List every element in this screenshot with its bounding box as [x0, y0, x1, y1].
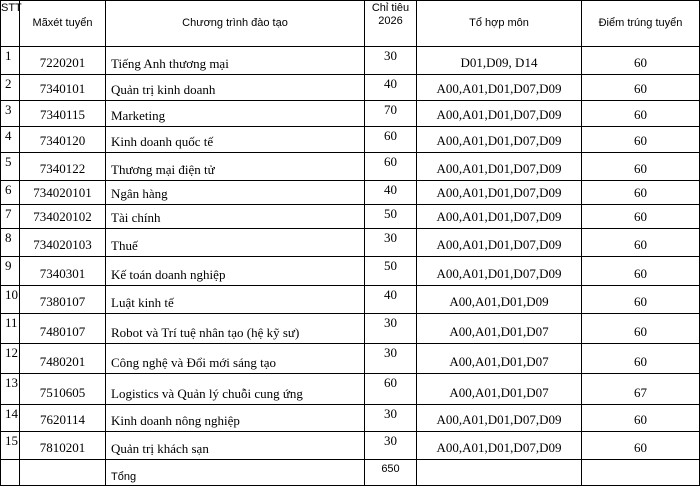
table-row [1, 101, 700, 127]
row-combo: A00,A01,D01,D07,D09 [436, 161, 562, 176]
row-stt-cell [1, 153, 20, 181]
row-program: Thương mại điện tử [111, 162, 215, 177]
row-combo-cell [417, 153, 582, 181]
row-combo-cell [417, 286, 582, 314]
row-code-cell [20, 229, 106, 257]
row-score-cell [582, 101, 700, 127]
row-code-cell [20, 314, 106, 344]
total-cell [20, 460, 106, 486]
row-combo-cell [417, 374, 582, 405]
row-program-cell [106, 432, 365, 460]
row-code-cell [20, 374, 106, 405]
row-stt: 3 [5, 102, 12, 117]
row-program: Luật kinh tế [111, 295, 174, 310]
row-quota-cell [365, 127, 417, 153]
row-quota: 30 [384, 230, 397, 245]
row-program: Quản trị kinh doanh [111, 82, 216, 97]
row-stt-cell [1, 47, 20, 75]
row-stt-cell [1, 314, 20, 344]
row-score: 60 [634, 81, 647, 96]
row-code: 7510605 [39, 385, 86, 400]
row-combo: A00,A01,D01,D07,D09 [436, 440, 562, 455]
row-combo: A00,A01,D01,D07 [449, 324, 549, 339]
table-row [1, 286, 700, 314]
row-stt: 11 [5, 315, 18, 330]
row-stt: 5 [5, 154, 12, 169]
header-score: Điểm trúng tuyển [582, 1, 700, 47]
row-combo-cell [417, 229, 582, 257]
row-code-cell [20, 181, 106, 205]
row-score: 60 [634, 55, 647, 70]
header-combo: Tổ hợp môn [417, 1, 582, 47]
row-score: 60 [634, 412, 647, 427]
total-quota: 650 [381, 463, 400, 475]
row-code-cell [20, 286, 106, 314]
row-score-cell [582, 286, 700, 314]
row-quota: 40 [384, 287, 397, 302]
table-row [1, 374, 700, 405]
row-code: 7620114 [39, 412, 86, 427]
row-code: 7340115 [39, 107, 86, 122]
row-score: 60 [634, 237, 647, 252]
row-stt: 2 [5, 76, 12, 91]
row-score: 60 [634, 354, 647, 369]
row-quota-cell [365, 257, 417, 286]
row-program: Công nghệ và Đổi mới sáng tạo [111, 355, 277, 370]
row-score: 60 [634, 324, 647, 339]
row-program: Ngân hàng [111, 186, 168, 201]
table-row [1, 127, 700, 153]
row-program-cell [106, 75, 365, 101]
row-score-cell [582, 374, 700, 405]
total-cell [582, 460, 700, 486]
row-combo-cell [417, 314, 582, 344]
row-code-cell [20, 432, 106, 460]
row-score: 60 [634, 161, 647, 176]
row-code-cell [20, 101, 106, 127]
row-quota: 50 [384, 258, 397, 273]
row-program-cell [106, 181, 365, 205]
row-stt-cell [1, 101, 20, 127]
row-code-cell [20, 405, 106, 432]
row-code: 734020103 [33, 237, 92, 252]
row-stt: 4 [5, 128, 12, 143]
row-quota-cell [365, 286, 417, 314]
row-program-cell [106, 47, 365, 75]
row-quota: 30 [384, 345, 397, 360]
row-score-cell [582, 205, 700, 229]
row-stt-cell [1, 75, 20, 101]
row-quota-cell [365, 181, 417, 205]
row-combo: A00,A01,D01,D07,D09 [436, 107, 562, 122]
row-score-cell [582, 75, 700, 101]
row-stt: 10 [5, 287, 18, 302]
row-combo: A00,A01,D01,D07 [449, 354, 549, 369]
row-quota-cell [365, 314, 417, 344]
row-stt: 13 [5, 375, 18, 390]
row-quota: 30 [384, 406, 397, 421]
row-code-cell [20, 344, 106, 374]
row-code-cell [20, 257, 106, 286]
header-row [1, 1, 700, 47]
row-code-cell [20, 127, 106, 153]
row-quota: 70 [384, 102, 397, 117]
row-program-cell [106, 153, 365, 181]
row-program-cell [106, 257, 365, 286]
row-stt-cell [1, 257, 20, 286]
row-stt: 9 [5, 258, 12, 273]
total-cell [417, 460, 582, 486]
row-program: Thuế [111, 238, 138, 253]
row-stt: 1 [5, 48, 12, 63]
row-score-cell [582, 127, 700, 153]
row-quota: 50 [384, 206, 397, 221]
table-row [1, 229, 700, 257]
row-score: 67 [634, 385, 647, 400]
total-row [1, 460, 700, 486]
row-stt: 6 [5, 182, 12, 197]
row-stt-cell [1, 286, 20, 314]
row-code: 7340101 [39, 81, 86, 96]
table-row [1, 344, 700, 374]
table-row [1, 75, 700, 101]
row-program: Marketing [111, 108, 166, 123]
row-quota-cell [365, 405, 417, 432]
row-combo-cell [417, 344, 582, 374]
row-program: Kinh doanh nông nghiệp [111, 413, 240, 428]
total-cell [1, 460, 20, 486]
row-stt: 8 [5, 230, 12, 245]
row-score: 60 [634, 294, 647, 309]
row-quota-cell [365, 374, 417, 405]
row-code: 734020102 [33, 209, 92, 224]
row-score-cell [582, 47, 700, 75]
row-quota-cell [365, 75, 417, 101]
row-stt-cell [1, 229, 20, 257]
row-combo-cell [417, 75, 582, 101]
row-program: Kinh doanh quốc tế [111, 134, 214, 149]
row-code: 7480201 [39, 354, 86, 369]
row-combo: A00,A01,D01,D07,D09 [436, 185, 562, 200]
row-program: Tài chính [111, 210, 161, 225]
row-quota-cell [365, 101, 417, 127]
total-cell [365, 460, 417, 486]
table-row [1, 314, 700, 344]
row-combo: A00,A01,D01,D07,D09 [436, 133, 562, 148]
row-stt-cell [1, 344, 20, 374]
table-row [1, 405, 700, 432]
row-program-cell [106, 229, 365, 257]
header-program: Chương trình đào tạo [106, 1, 365, 47]
row-code: 7480107 [39, 324, 86, 339]
row-code: 7340122 [39, 161, 86, 176]
row-combo-cell [417, 405, 582, 432]
row-score-cell [582, 432, 700, 460]
row-program-cell [106, 127, 365, 153]
row-program: Kế toán doanh nghiệp [111, 267, 226, 282]
row-code: 7340301 [39, 266, 86, 281]
row-code-cell [20, 47, 106, 75]
row-code-cell [20, 153, 106, 181]
row-quota-cell [365, 432, 417, 460]
row-program-cell [106, 344, 365, 374]
header-stt: STT [1, 1, 20, 47]
row-quota: 30 [384, 315, 397, 330]
total-label: Tổng [111, 471, 137, 483]
row-program-cell [106, 286, 365, 314]
header-quota-line2: 2026 [378, 15, 403, 27]
row-combo: A00,A01,D01,D07,D09 [436, 412, 562, 427]
row-program-cell [106, 205, 365, 229]
row-stt-cell [1, 181, 20, 205]
row-program: Quản trị khách sạn [111, 441, 209, 456]
table-row [1, 257, 700, 286]
row-score-cell [582, 314, 700, 344]
row-combo: A00,A01,D01,D07 [449, 385, 549, 400]
table-row [1, 47, 700, 75]
row-quota: 40 [384, 76, 397, 91]
row-stt-cell [1, 432, 20, 460]
row-code-cell [20, 205, 106, 229]
row-code: 7810201 [39, 440, 86, 455]
row-combo: A00,A01,D01,D07,D09 [436, 266, 562, 281]
header-code: Mãxét tuyển [20, 1, 106, 47]
row-combo: D01,D09, D14 [460, 55, 538, 70]
row-combo: A00,A01,D01,D09 [449, 294, 549, 309]
row-program-cell [106, 374, 365, 405]
row-code-cell [20, 75, 106, 101]
row-stt-cell [1, 405, 20, 432]
row-quota: 60 [384, 375, 397, 390]
row-stt-cell [1, 127, 20, 153]
table-row [1, 153, 700, 181]
row-combo-cell [417, 257, 582, 286]
row-code: 7340120 [39, 133, 86, 148]
row-score: 60 [634, 133, 647, 148]
row-score-cell [582, 153, 700, 181]
row-program-cell [106, 405, 365, 432]
row-code: 7380107 [39, 294, 86, 309]
row-program: Logistics và Quản lý chuỗi cung ứng [111, 386, 303, 401]
row-score-cell [582, 181, 700, 205]
row-score: 60 [634, 266, 647, 281]
row-code: 7220201 [39, 55, 86, 70]
row-score: 60 [634, 107, 647, 122]
row-quota: 30 [384, 433, 397, 448]
row-combo-cell [417, 47, 582, 75]
row-stt: 15 [5, 433, 18, 448]
row-score: 60 [634, 209, 647, 224]
table-row [1, 432, 700, 460]
row-stt-cell [1, 205, 20, 229]
row-quota: 30 [384, 48, 397, 63]
row-score-cell [582, 229, 700, 257]
row-combo-cell [417, 432, 582, 460]
row-combo-cell [417, 205, 582, 229]
table-row [1, 205, 700, 229]
row-quota-cell [365, 344, 417, 374]
header-quota [365, 1, 417, 47]
row-combo-cell [417, 181, 582, 205]
row-quota-cell [365, 153, 417, 181]
row-stt: 14 [5, 406, 18, 421]
row-stt: 7 [5, 206, 12, 221]
row-quota-cell [365, 229, 417, 257]
table-row [1, 181, 700, 205]
row-quota: 60 [384, 128, 397, 143]
row-program: Robot và Trí tuệ nhân tạo (hệ kỹ sư) [111, 325, 300, 340]
row-score-cell [582, 405, 700, 432]
row-quota: 40 [384, 182, 397, 197]
total-cell [106, 460, 365, 486]
header-quota-line1: Chỉ tiêu [371, 2, 410, 14]
row-program-cell [106, 101, 365, 127]
row-combo-cell [417, 101, 582, 127]
row-quota: 60 [384, 154, 397, 169]
row-combo-cell [417, 127, 582, 153]
row-code: 734020101 [33, 185, 92, 200]
row-stt: 12 [5, 345, 18, 360]
row-score: 60 [634, 185, 647, 200]
row-stt-cell [1, 374, 20, 405]
row-combo: A00,A01,D01,D07,D09 [436, 237, 562, 252]
row-quota-cell [365, 47, 417, 75]
row-program-cell [106, 314, 365, 344]
row-score-cell [582, 344, 700, 374]
row-program: Tiếng Anh thương mại [111, 56, 229, 71]
row-combo: A00,A01,D01,D07,D09 [436, 209, 562, 224]
row-combo: A00,A01,D01,D07,D09 [436, 81, 562, 96]
row-quota-cell [365, 205, 417, 229]
row-score-cell [582, 257, 700, 286]
row-score: 60 [634, 440, 647, 455]
